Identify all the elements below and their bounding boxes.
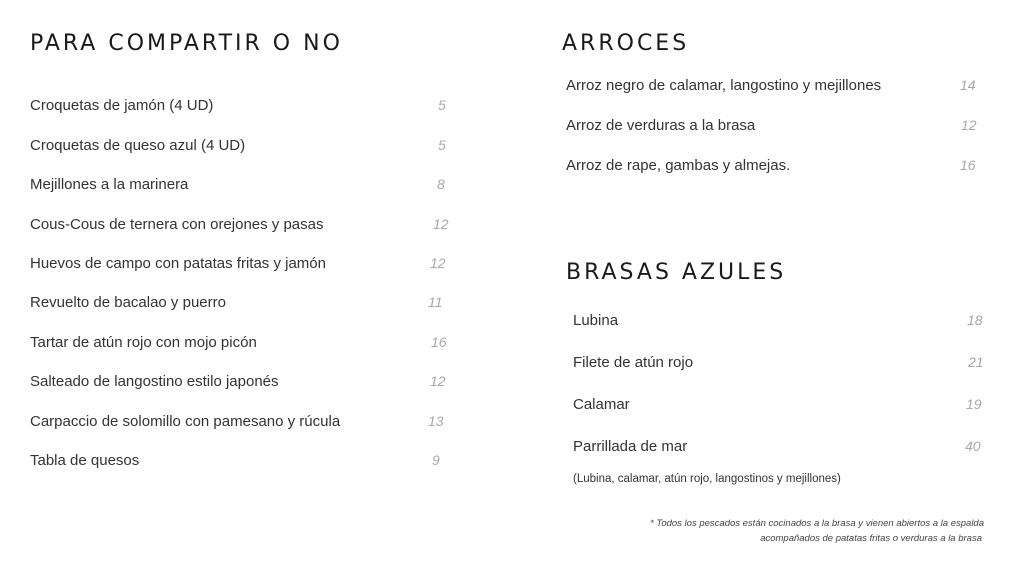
menu-item-price: 40 — [965, 438, 981, 454]
footnote-line-1: * Todos los pescados están cocinados a la brasa y vienen abiertos a la espalda — [650, 518, 984, 529]
menu-item-price: 18 — [967, 312, 983, 328]
menu-item — [566, 117, 986, 139]
menu-item-price: 12 — [430, 255, 446, 271]
menu-item-price: 16 — [431, 334, 447, 350]
menu-item-price: 9 — [432, 452, 440, 468]
menu-item — [30, 97, 450, 119]
menu-item-name: Arroz de verduras a la brasa — [566, 117, 756, 134]
menu-item-name: Huevos de campo con patatas fritas y jamón — [30, 255, 326, 272]
menu-item — [573, 396, 993, 418]
menu-item-price: 21 — [968, 354, 984, 370]
menu-item — [566, 77, 986, 99]
menu-item-name: Parrillada de mar — [573, 438, 688, 455]
menu-item-price: 13 — [428, 413, 444, 429]
footnote — [650, 516, 984, 546]
menu-item-name: Tabla de quesos — [30, 452, 140, 469]
menu-item — [30, 413, 450, 435]
menu-item-price: 8 — [437, 176, 445, 192]
footnote-line-2: acompañados de patatas fritas o verduras a la brasa — [760, 533, 982, 544]
menu-item-name: Salteado de langostino estilo japonés — [30, 373, 279, 390]
menu-item-name: Lubina — [573, 312, 619, 329]
menu-item-name: Arroz negro de calamar, langostino y mejillones — [566, 77, 882, 94]
menu-item-price: 5 — [438, 97, 446, 113]
menu-item-name: Arroz de rape, gambas y almejas. — [566, 157, 791, 174]
menu-item — [566, 157, 986, 179]
menu-item-price: 19 — [966, 396, 982, 412]
section-title-compartir: PARA COMPARTIR O NO — [30, 31, 343, 56]
menu-item — [30, 334, 450, 356]
menu-item — [30, 255, 450, 277]
menu-item-name: Croquetas de queso azul (4 UD) — [30, 137, 246, 154]
menu-item — [573, 438, 993, 460]
menu-item-name: Tartar de atún rojo con mojo picón — [30, 334, 257, 351]
menu-item-price: 11 — [428, 294, 443, 310]
section-title-brasas: BRASAS AZULES — [566, 260, 787, 285]
menu-item-price: 16 — [960, 157, 976, 173]
menu-item — [573, 354, 993, 376]
menu-item-price: 12 — [433, 216, 449, 232]
menu-item-name: Croquetas de jamón (4 UD) — [30, 97, 214, 114]
menu-item — [30, 452, 450, 474]
menu-item — [30, 137, 450, 159]
parrillada-note: (Lubina, calamar, atún rojo, langostinos y mejillones) — [573, 473, 841, 485]
menu-item-name: Carpaccio de solomillo con pamesano y rúcula — [30, 413, 341, 430]
menu-item — [30, 216, 450, 238]
menu-item-name: Filete de atún rojo — [573, 354, 694, 371]
menu-item-name: Revuelto de bacalao y puerro — [30, 294, 226, 311]
menu-item-price: 12 — [430, 373, 446, 389]
menu-item-name: Cous-Cous de ternera con orejones y pasas — [30, 216, 324, 233]
menu-item — [30, 294, 450, 316]
menu-item — [573, 312, 993, 334]
menu-item — [30, 373, 450, 395]
menu-item — [30, 176, 450, 198]
menu-item-price: 5 — [438, 137, 446, 153]
menu-item-name: Mejillones a la marinera — [30, 176, 189, 193]
section-title-arroces: ARROCES — [562, 31, 690, 56]
menu-item-name: Calamar — [573, 396, 630, 413]
menu-item-price: 14 — [960, 77, 976, 93]
menu-item-price: 12 — [961, 117, 977, 133]
